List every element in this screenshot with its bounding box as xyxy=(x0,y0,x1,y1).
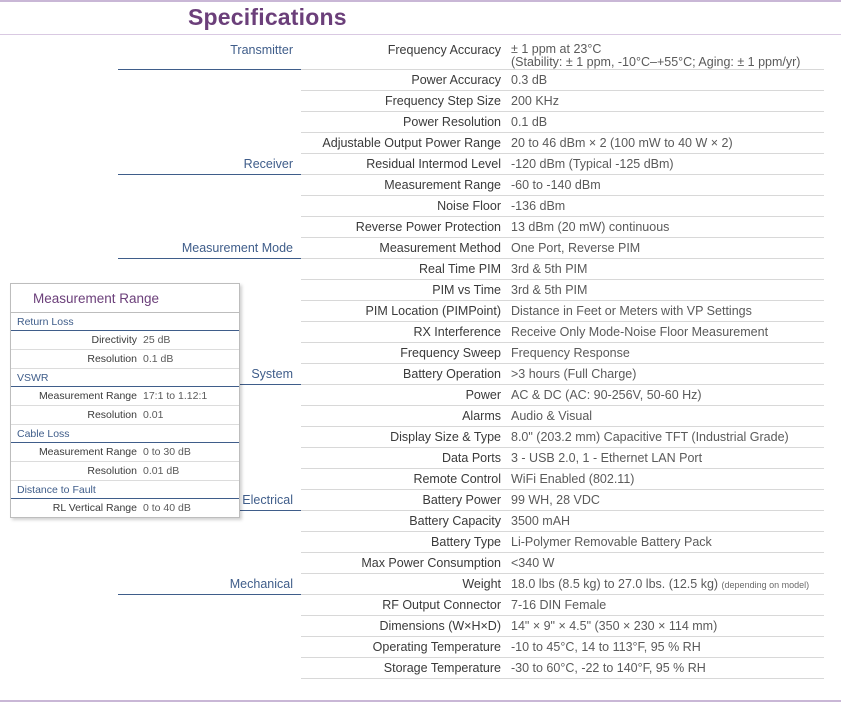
table-row xyxy=(118,40,824,70)
spec-label: Battery Operation xyxy=(301,364,509,385)
table-row xyxy=(118,259,824,280)
spec-group-spacer xyxy=(118,637,301,658)
spec-value-line1: ± 1 ppm at 23°C xyxy=(511,42,602,56)
list-item xyxy=(11,387,239,406)
spec-value-main: 18.0 lbs (8.5 kg) to 27.0 lbs. (12.5 kg) xyxy=(511,577,719,591)
table-row xyxy=(118,133,824,154)
spec-label: RF Output Connector xyxy=(301,595,509,616)
spec-label: Frequency Step Size xyxy=(301,91,509,112)
panel-row-value: 0.01 xyxy=(143,409,164,421)
spec-label: Frequency Sweep xyxy=(301,343,509,364)
spec-value: Receive Only Mode-Noise Floor Measurement xyxy=(509,322,824,343)
page-title: Specifications xyxy=(188,4,347,30)
table-row xyxy=(118,616,824,637)
table-row xyxy=(118,70,824,91)
list-item xyxy=(11,406,239,425)
spec-label: RX Interference xyxy=(301,322,509,343)
spec-label: PIM vs Time xyxy=(301,280,509,301)
spec-value: -120 dBm (Typical -125 dBm) xyxy=(509,154,824,175)
table-row xyxy=(118,196,824,217)
spec-value: 200 KHz xyxy=(509,91,824,112)
list-item xyxy=(11,443,239,462)
spec-label: Power Resolution xyxy=(301,112,509,133)
spec-value: >3 hours (Full Charge) xyxy=(509,364,824,385)
spec-label: Alarms xyxy=(301,406,509,427)
spec-label: Max Power Consumption xyxy=(301,553,509,574)
spec-label: Battery Power xyxy=(301,490,509,511)
table-row xyxy=(118,532,824,553)
spec-value: Frequency Response xyxy=(509,343,824,364)
panel-section-distance-to-fault: Distance to Fault xyxy=(11,481,239,499)
list-item xyxy=(11,331,239,350)
spec-label: Remote Control xyxy=(301,469,509,490)
spec-value: 8.0" (203.2 mm) Capacitive TFT (Industrial Grade) xyxy=(509,427,824,448)
spec-group-spacer xyxy=(118,133,301,154)
spec-group-spacer xyxy=(118,70,301,91)
spec-label: Measurement Method xyxy=(301,238,509,259)
panel-row-value: 17:1 to 1.12:1 xyxy=(143,390,208,402)
spec-value xyxy=(509,574,824,595)
panel-section-vswr: VSWR xyxy=(11,369,239,387)
spec-label: Weight xyxy=(301,574,509,595)
table-row xyxy=(118,553,824,574)
spec-value: -10 to 45°C, 14 to 113°F, 95 % RH xyxy=(509,637,824,658)
panel-row-value: 25 dB xyxy=(143,334,171,346)
measurement-range-panel xyxy=(10,283,240,518)
top-divider xyxy=(0,0,841,2)
table-row xyxy=(118,238,824,259)
table-row xyxy=(118,154,824,175)
spec-value xyxy=(509,40,824,70)
spec-value: 14" × 9" × 4.5" (350 × 230 × 114 mm) xyxy=(509,616,824,637)
table-row xyxy=(118,637,824,658)
panel-row-label: Measurement Range xyxy=(38,390,137,402)
spec-value: -136 dBm xyxy=(509,196,824,217)
spec-label: Storage Temperature xyxy=(301,658,509,679)
spec-value: 0.1 dB xyxy=(509,112,824,133)
spec-value: 3rd & 5th PIM xyxy=(509,280,824,301)
panel-section-return-loss: Return Loss xyxy=(11,313,239,331)
list-item xyxy=(11,350,239,369)
spec-label: PIM Location (PIMPoint) xyxy=(301,301,509,322)
spec-value: 0.3 dB xyxy=(509,70,824,91)
spec-label: Data Ports xyxy=(301,448,509,469)
spec-value: AC & DC (AC: 90-256V, 50-60 Hz) xyxy=(509,385,824,406)
spec-group-spacer xyxy=(118,91,301,112)
panel-row-value: 0 to 30 dB xyxy=(143,446,191,458)
spec-group-spacer xyxy=(118,112,301,133)
spec-value: 7-16 DIN Female xyxy=(509,595,824,616)
spec-value: Distance in Feet or Meters with VP Settings xyxy=(509,301,824,322)
spec-value: 3500 mAH xyxy=(509,511,824,532)
spec-value: One Port, Reverse PIM xyxy=(509,238,824,259)
spec-label: Power Accuracy xyxy=(301,70,509,91)
spec-group-label: Electrical xyxy=(118,490,301,511)
panel-row-label: Resolution xyxy=(87,465,137,477)
panel-row-label: Resolution xyxy=(87,353,137,365)
list-item xyxy=(11,462,239,481)
table-row xyxy=(118,595,824,616)
panel-row-label: Measurement Range xyxy=(38,446,137,458)
table-row xyxy=(118,658,824,679)
spec-value: 20 to 46 dBm × 2 (100 mW to 40 W × 2) xyxy=(509,133,824,154)
spec-value: 3rd & 5th PIM xyxy=(509,259,824,280)
spec-group-label: System xyxy=(118,364,301,385)
spec-group-spacer xyxy=(118,658,301,679)
table-row xyxy=(118,574,824,595)
panel-section-cable-loss: Cable Loss xyxy=(11,425,239,443)
spec-group-spacer xyxy=(118,259,301,280)
table-row xyxy=(118,112,824,133)
table-row xyxy=(118,91,824,112)
spec-value-line2: (Stability: ± 1 ppm, -10°C–+55°C; Aging: ± 1 ppm/yr) xyxy=(511,55,801,69)
spec-value: Audio & Visual xyxy=(509,406,824,427)
spec-value-note: (depending on model) xyxy=(721,580,810,590)
spec-group-label: Receiver xyxy=(118,154,301,175)
spec-group-spacer xyxy=(118,553,301,574)
spec-label: Residual Intermod Level xyxy=(301,154,509,175)
spec-value: Li-Polymer Removable Battery Pack xyxy=(509,532,824,553)
table-row xyxy=(118,175,824,196)
spec-label: Adjustable Output Power Range xyxy=(301,133,509,154)
spec-value: -60 to -140 dBm xyxy=(509,175,824,196)
spec-label: Battery Capacity xyxy=(301,511,509,532)
spec-label: Display Size & Type xyxy=(301,427,509,448)
spec-label: Noise Floor xyxy=(301,196,509,217)
spec-group-spacer xyxy=(118,196,301,217)
spec-value: WiFi Enabled (802.11) xyxy=(509,469,824,490)
spec-group-spacer xyxy=(118,217,301,238)
spec-group-spacer xyxy=(118,175,301,196)
spec-group-label: Transmitter xyxy=(118,40,301,70)
panel-row-value: 0.01 dB xyxy=(143,465,180,477)
spec-value: -30 to 60°C, -22 to 140°F, 95 % RH xyxy=(509,658,824,679)
spec-group-spacer xyxy=(118,595,301,616)
panel-title: Measurement Range xyxy=(11,284,239,313)
spec-value: <340 W xyxy=(509,553,824,574)
spec-label: Measurement Range xyxy=(301,175,509,196)
spec-label: Dimensions (W×H×D) xyxy=(301,616,509,637)
spec-label: Operating Temperature xyxy=(301,637,509,658)
title-underline xyxy=(0,34,841,35)
spec-label: Frequency Accuracy xyxy=(301,40,509,70)
spec-label: Reverse Power Protection xyxy=(301,217,509,238)
spec-label: Power xyxy=(301,385,509,406)
spec-label: Battery Type xyxy=(301,532,509,553)
list-item xyxy=(11,499,239,517)
spec-group-spacer xyxy=(118,532,301,553)
panel-row-label: Directivity xyxy=(91,334,137,346)
panel-row-value: 0 to 40 dB xyxy=(143,502,191,514)
table-row xyxy=(118,217,824,238)
spec-group-spacer xyxy=(118,616,301,637)
panel-row-value: 0.1 dB xyxy=(143,353,174,365)
spec-value: 99 WH, 28 VDC xyxy=(509,490,824,511)
spec-value: 13 dBm (20 mW) continuous xyxy=(509,217,824,238)
spec-label: Real Time PIM xyxy=(301,259,509,280)
panel-row-label: Resolution xyxy=(87,409,137,421)
bottom-divider xyxy=(0,700,841,702)
spec-value: 3 - USB 2.0, 1 - Ethernet LAN Port xyxy=(509,448,824,469)
spec-group-label: Measurement Mode xyxy=(118,238,301,259)
panel-row-label: RL Vertical Range xyxy=(52,502,137,514)
spec-group-label: Mechanical xyxy=(118,574,301,595)
